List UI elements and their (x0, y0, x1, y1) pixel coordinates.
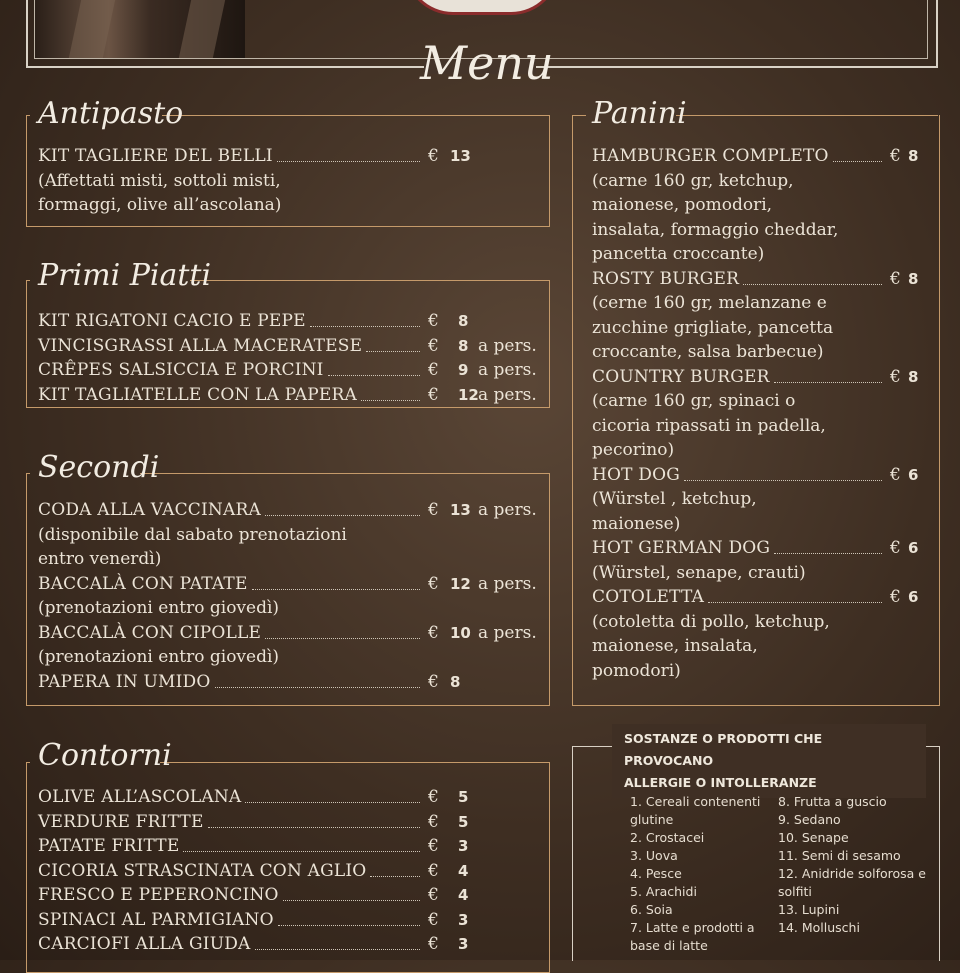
item-name: SPINACI AL PARMIGIANO (38, 909, 274, 930)
menu-item (38, 572, 543, 597)
item-name: CODA ALLA VACCINARA (38, 500, 261, 520)
item-description: maionese) (592, 513, 681, 534)
price-unit: a pers. (478, 384, 537, 405)
menu-item (38, 670, 543, 695)
primi-items (38, 309, 543, 407)
item-description: zucchine grigliate, pancetta (592, 317, 834, 338)
antipasto-items (38, 144, 543, 218)
item-description: (cerne 160 gr, melanzane e (592, 293, 827, 313)
item-price: 8 (908, 147, 919, 165)
page-title: Menu (420, 36, 554, 90)
leader-dots (208, 810, 420, 828)
photo-shade (69, 0, 115, 58)
item-description: (cotoletta di pollo, ketchup, (592, 611, 830, 632)
currency-symbol: € (428, 360, 439, 380)
leader-dots (277, 144, 420, 162)
item-name: VINCISGRASSI ALLA MACERATESE (38, 335, 363, 356)
currency-symbol: € (428, 860, 439, 881)
menu-item (38, 859, 543, 884)
currency-symbol: € (428, 934, 439, 954)
item-name: VERDURE FRITTE (38, 811, 204, 832)
currency-symbol: € (428, 622, 439, 643)
item-price: 4 (458, 886, 469, 904)
menu-item (38, 621, 543, 646)
menu-item (38, 144, 543, 169)
leader-dots (743, 267, 882, 285)
item-price: 13 (450, 147, 471, 165)
currency-symbol: € (428, 909, 439, 930)
leader-dots (684, 463, 882, 481)
item-price: 4 (458, 861, 469, 880)
allergen-entry: 2. Crostacei (630, 830, 705, 845)
currency-symbol: € (890, 268, 901, 289)
item-description: maionese, insalata, (592, 636, 758, 656)
item-name: CICORIA STRASCINATA CON AGLIO (38, 860, 367, 881)
leader-dots (265, 498, 420, 516)
item-description: insalata, formaggio cheddar, (592, 219, 839, 240)
allergen-entry: 13. Lupini (778, 902, 840, 917)
item-name: KIT TAGLIERE DEL BELLI (38, 146, 273, 166)
leader-dots (328, 358, 420, 376)
leader-dots (265, 621, 420, 639)
allergen-entry: solfiti (778, 884, 812, 899)
leader-dots (183, 834, 420, 852)
primi-title: Primi Piatti (38, 258, 212, 293)
price-unit: a pers. (478, 500, 537, 520)
allergen-entry: 8. Frutta a guscio (778, 794, 887, 809)
item-name: CRÊPES SALSICCIA E PORCINI (38, 360, 324, 380)
leader-dots (774, 536, 882, 554)
item-name: FRESCO E PEPERONCINO (38, 885, 279, 905)
item-price: 12 (450, 574, 471, 593)
header-photo (35, 0, 245, 58)
item-price: 6 (908, 588, 919, 606)
allergen-entry: base di latte (630, 938, 708, 953)
leader-dots (366, 334, 420, 352)
allergen-entry: 4. Pesce (630, 866, 682, 881)
item-description: (Affettati misti, sottoli misti, (38, 170, 281, 191)
currency-symbol: € (428, 671, 439, 692)
item-price: 5 (458, 788, 469, 806)
menu-item (592, 144, 927, 169)
item-price: 8 (458, 312, 469, 330)
currency-symbol: € (428, 787, 439, 807)
menu-item (592, 463, 927, 488)
item-price: 8 (458, 336, 469, 355)
allergen-entry: 10. Senape (778, 830, 849, 845)
item-price: 3 (458, 910, 469, 929)
item-name: OLIVE ALL’ASCOLANA (38, 787, 242, 807)
leader-dots (708, 585, 882, 603)
allergen-entry: 6. Soia (630, 902, 673, 917)
item-price: 8 (908, 269, 919, 288)
item-description: (Würstel, senape, crauti) (592, 562, 806, 583)
allergen-entry: 3. Uova (630, 848, 678, 863)
currency-symbol: € (890, 464, 901, 485)
currency-symbol: € (428, 146, 439, 166)
item-name: BACCALÀ CON CIPOLLE (38, 622, 262, 643)
item-description: pomodori) (592, 660, 681, 681)
currency-symbol: € (428, 811, 439, 832)
item-price: 8 (450, 672, 461, 691)
menu-item (38, 932, 543, 957)
item-name: KIT RIGATONI CACIO E PEPE (38, 311, 306, 331)
item-price: 3 (458, 935, 469, 953)
price-unit: a pers. (478, 622, 537, 643)
menu-item (592, 365, 927, 390)
item-name: HOT DOG (592, 464, 681, 485)
item-name: COTOLETTA (592, 587, 705, 607)
leader-dots (245, 785, 420, 803)
allergen-entry: 5. Arachidi (630, 884, 697, 899)
menu-item (38, 334, 543, 359)
contorni-items (38, 785, 543, 957)
currency-symbol: € (428, 335, 439, 356)
antipasto-title: Antipasto (38, 96, 184, 131)
menu-item (38, 358, 543, 383)
item-description: cicoria ripassati in padella, (592, 415, 826, 436)
leader-dots (215, 670, 420, 688)
menu-item (38, 785, 543, 810)
currency-symbol: € (428, 885, 439, 905)
item-price: 10 (450, 623, 471, 642)
leader-dots (370, 859, 420, 877)
menu-item (38, 498, 543, 523)
leader-dots (833, 144, 882, 162)
allergens-left-column (630, 793, 778, 955)
item-name: KIT TAGLIATELLE CON LA PAPERA (38, 384, 357, 405)
currency-symbol: € (428, 311, 439, 331)
price-unit: a pers. (478, 360, 537, 380)
item-name: PAPERA IN UMIDO (38, 671, 211, 692)
item-price: 6 (908, 465, 919, 484)
currency-symbol: € (890, 538, 901, 558)
allergen-entry: 11. Semi di sesamo (778, 848, 901, 863)
menu-item (38, 383, 543, 408)
menu-item (38, 810, 543, 835)
price-unit: a pers. (478, 335, 537, 356)
item-description: maionese, pomodori, (592, 195, 773, 215)
currency-symbol: € (428, 573, 439, 594)
allergens-heading (612, 724, 926, 798)
leader-dots (255, 932, 420, 950)
allergens-heading-line1: SOSTANZE O PRODOTTI CHE PROVOCANO (624, 731, 823, 768)
item-description: (disponibile dal sabato prenotazioni (38, 524, 347, 545)
allergens-heading-line2: ALLERGIE O INTOLLERANZE (624, 775, 817, 790)
currency-symbol: € (428, 500, 439, 520)
menu-item (592, 536, 927, 561)
item-name: ROSTY BURGER (592, 268, 740, 289)
item-price: 12 (458, 385, 479, 404)
item-description: (prenotazioni entro giovedì) (38, 598, 280, 618)
item-price: 9 (458, 361, 469, 379)
menu-item (38, 834, 543, 859)
currency-symbol: € (890, 146, 901, 166)
item-name: PATATE FRITTE (38, 836, 180, 856)
allergen-entry: glutine (630, 812, 674, 827)
item-price: 5 (458, 812, 469, 831)
item-price: 6 (908, 539, 919, 557)
leader-dots (774, 365, 882, 383)
panini-title: Panini (592, 96, 687, 131)
leader-dots (283, 883, 420, 901)
allergen-entry: 1. Cereali contenenti (630, 794, 761, 809)
menu-item (38, 908, 543, 933)
currency-symbol: € (890, 366, 901, 387)
allergen-entry: 7. Latte e prodotti a (630, 920, 755, 935)
contorni-title: Contorni (38, 738, 172, 773)
secondi-title: Secondi (38, 450, 160, 485)
item-description: formaggi, olive all’ascolana) (38, 195, 282, 215)
leader-dots (310, 309, 420, 327)
item-price: 3 (458, 837, 469, 855)
item-name: CARCIOFI ALLA GIUDA (38, 934, 251, 954)
allergen-entry: 14. Molluschi (778, 920, 860, 935)
item-description: (Würstel , ketchup, (592, 489, 757, 509)
item-description: (prenotazioni entro giovedì) (38, 647, 280, 667)
leader-dots (278, 908, 420, 926)
item-name: COUNTRY BURGER (592, 366, 770, 387)
secondi-items (38, 498, 543, 694)
allergens-right-column (778, 793, 928, 937)
item-description: entro venerdì) (38, 549, 162, 569)
currency-symbol: € (428, 836, 439, 856)
item-name: HAMBURGER COMPLETO (592, 146, 829, 166)
currency-symbol: € (428, 384, 439, 405)
leader-dots (361, 383, 420, 401)
currency-symbol: € (890, 587, 901, 607)
menu-item (592, 267, 927, 292)
menu-item (592, 585, 927, 610)
item-name: HOT GERMAN DOG (592, 538, 771, 558)
item-description: (carne 160 gr, spinaci o (592, 391, 796, 411)
item-price: 13 (450, 501, 471, 519)
allergen-entry: 9. Sedano (778, 812, 841, 827)
menu-item (38, 883, 543, 908)
leader-dots (252, 572, 420, 590)
menu-item (38, 309, 543, 334)
item-description: pecorino) (592, 440, 675, 460)
item-description: (carne 160 gr, ketchup, (592, 170, 794, 191)
item-description: croccante, salsa barbecue) (592, 342, 824, 362)
price-unit: a pers. (478, 573, 537, 594)
item-price: 8 (908, 367, 919, 386)
photo-shade (179, 0, 225, 58)
item-description: pancetta croccante) (592, 244, 765, 264)
item-name: BACCALÀ CON PATATE (38, 573, 248, 594)
panini-items (592, 144, 927, 683)
allergen-entry: 12. Anidride solforosa e (778, 866, 926, 881)
